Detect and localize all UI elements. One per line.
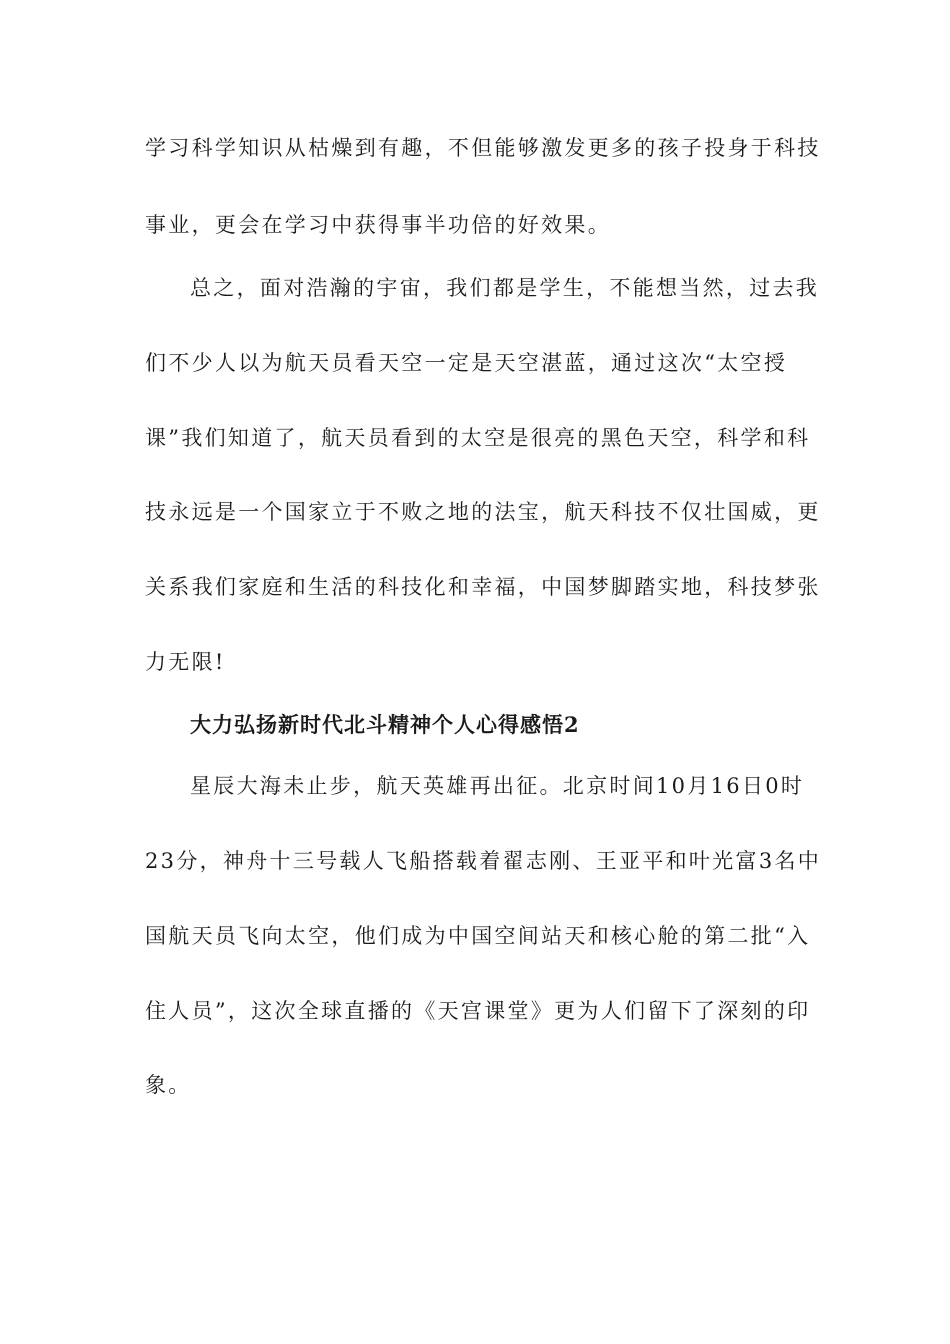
text-line-10: 星辰大海未止步，航天英雄再出征。北京时间10月16日0时 xyxy=(190,774,805,798)
text-line-7: 关系我们家庭和生活的科技化和幸福，中国梦脚踏实地，科技梦张 xyxy=(145,575,821,599)
text-line-14: 象。 xyxy=(145,1073,192,1097)
text-line-1: 学习科学知识从枯燥到有趣，不但能够激发更多的孩子投身于科技 xyxy=(145,136,821,160)
text-line-13: 住人员”，这次全球直播的《天宫课堂》更为人们留下了深刻的印 xyxy=(145,999,811,1023)
text-line-3: 总之，面对浩瀚的宇宙，我们都是学生，不能想当然，过去我 xyxy=(190,276,820,300)
text-line-6: 技永远是一个国家立于不败之地的法宝，航天科技不仅壮国威，更 xyxy=(145,500,821,524)
text-line-2: 事业，更会在学习中获得事半功倍的好效果。 xyxy=(145,213,611,237)
text-line-4: 们不少人以为航天员看天空一定是天空湛蓝，通过这次“太空授 xyxy=(145,351,788,375)
text-line-5: 课”我们知道了，航天员看到的太空是很亮的黑色天空，科学和科 xyxy=(145,426,811,450)
section-heading: 大力弘扬新时代北斗精神个人心得感悟2 xyxy=(190,712,580,737)
text-line-11: 23分，神舟十三号载人飞船搭载着翟志刚、王亚平和叶光富3名中 xyxy=(145,849,822,873)
text-line-8: 力无限! xyxy=(145,650,226,674)
text-line-12: 国航天员飞向太空，他们成为中国空间站天和核心舱的第二批“入 xyxy=(145,924,811,948)
